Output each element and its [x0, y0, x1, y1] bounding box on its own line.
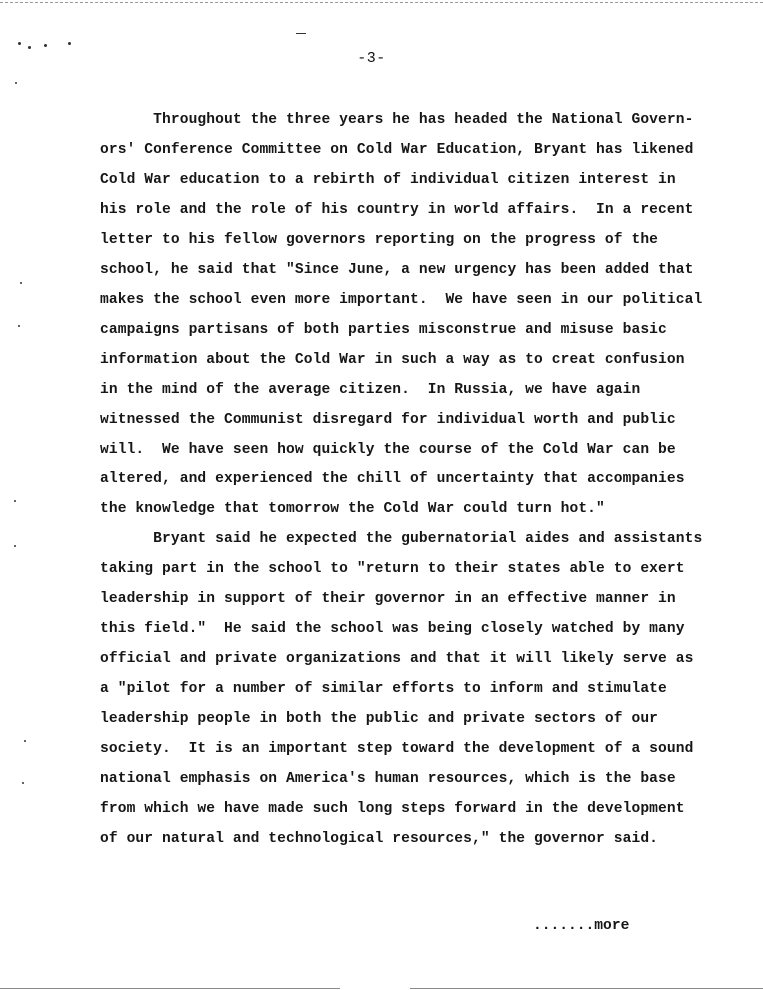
text-line: makes the school even more important. We have seen in our political: [100, 292, 703, 308]
scan-speck: [28, 46, 31, 49]
scan-speck: [44, 44, 47, 47]
text-line: society. It is an important step toward the development of a sound: [100, 741, 694, 757]
scan-speck: [14, 545, 16, 547]
text-line: in the mind of the average citizen. In Russia, we have again: [100, 382, 641, 398]
text-line: official and private organizations and that it will likely serve as: [100, 651, 694, 667]
scan-speck: [18, 325, 20, 327]
page-number: -3-: [357, 50, 386, 67]
text-line: national emphasis on America's human resources, which is the base: [100, 771, 676, 787]
text-line: campaigns partisans of both parties misconstrue and misuse basic: [100, 322, 667, 338]
text-line: taking part in the school to "return to their states able to exert: [100, 561, 685, 577]
scan-speck: [14, 500, 16, 502]
text-line: his role and the role of his country in world affairs. In a recent: [100, 202, 694, 218]
scan-speck: [22, 782, 24, 784]
scan-speck: [24, 740, 26, 742]
text-line: Throughout the three years he has headed the National Govern-: [100, 112, 694, 128]
scan-speck: [20, 282, 22, 284]
text-line: school, he said that "Since June, a new urgency has been added that: [100, 262, 694, 278]
continued-more-indicator: .......more: [533, 918, 630, 934]
scan-speck: [68, 42, 71, 45]
text-line: the knowledge that tomorrow the Cold War could turn hot.": [100, 501, 605, 517]
scan-speck: [15, 82, 17, 84]
page-bottom-edge: [0, 988, 340, 989]
scan-speck: [18, 42, 21, 45]
text-line: from which we have made such long steps forward in the development: [100, 801, 685, 817]
page-top-edge: [0, 2, 763, 3]
text-line: leadership in support of their governor in an effective manner in: [100, 591, 676, 607]
text-line: Bryant said he expected the gubernatorial aides and assistants: [100, 531, 703, 547]
text-line: of our natural and technological resources," the governor said.: [100, 831, 659, 847]
text-line: this field." He said the school was being closely watched by many: [100, 621, 685, 637]
text-line: leadership people in both the public and private sectors of our: [100, 711, 659, 727]
text-line: a "pilot for a number of similar efforts to inform and stimulate: [100, 681, 667, 697]
text-line: witnessed the Communist disregard for individual worth and public: [100, 412, 676, 428]
scan-speck: [296, 33, 306, 34]
text-line: will. We have seen how quickly the course of the Cold War can be: [100, 442, 676, 458]
text-line: Cold War education to a rebirth of individual citizen interest in: [100, 172, 676, 188]
page-bottom-edge: [410, 988, 763, 989]
text-line: altered, and experienced the chill of uncertainty that accompanies: [100, 471, 685, 487]
text-line: ors' Conference Committee on Cold War Education, Bryant has likened: [100, 142, 694, 158]
text-line: letter to his fellow governors reporting on the progress of the: [100, 232, 659, 248]
text-line: information about the Cold War in such a way as to creat confusion: [100, 352, 685, 368]
